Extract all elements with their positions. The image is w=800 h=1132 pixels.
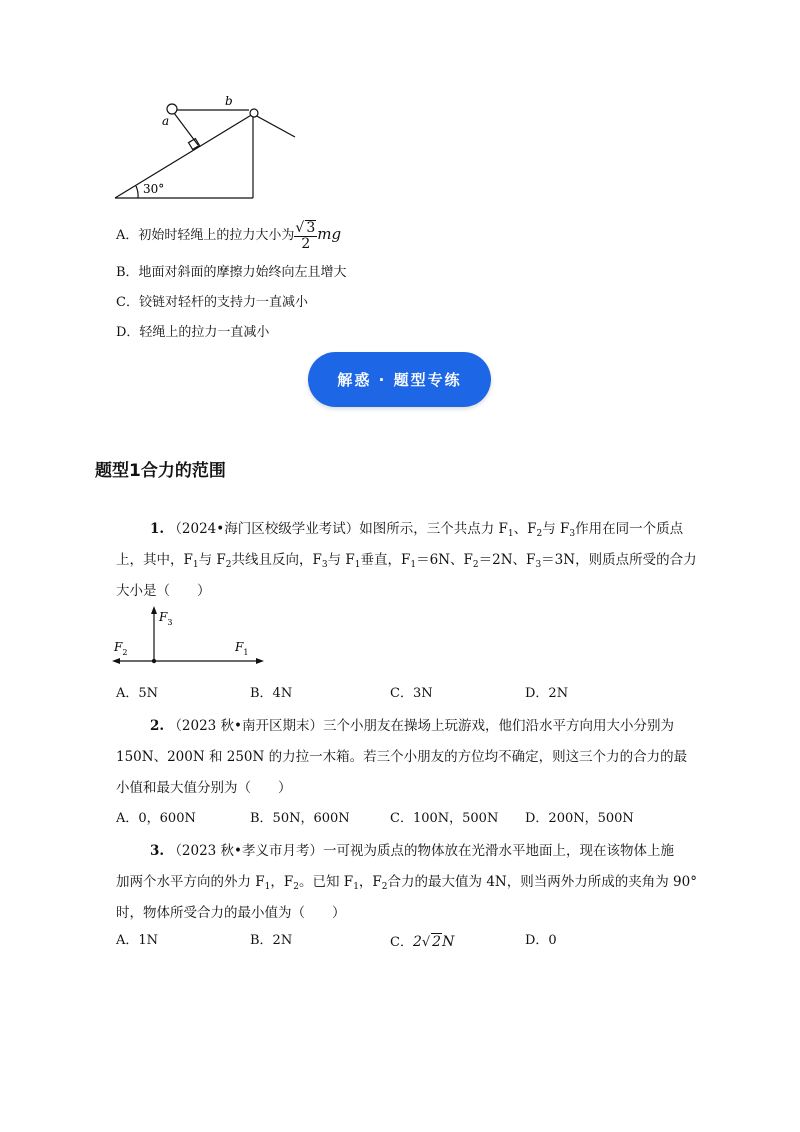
sub: 2 xyxy=(293,882,300,892)
sub: 2 xyxy=(536,529,543,539)
practice-banner xyxy=(308,352,491,407)
q1-text: 与 F xyxy=(198,552,226,568)
sub: 3 xyxy=(321,560,328,570)
q2-line3: 小值和最大值分别为（ ） xyxy=(116,780,292,796)
q1-text: 与 F xyxy=(542,521,570,537)
label-b: b xyxy=(225,94,233,108)
q1-text: ＝6N、F xyxy=(416,552,473,568)
q2-option-d[interactable]: D．200N，500N xyxy=(525,811,634,826)
sub: 1 xyxy=(264,882,271,892)
option-c-coef: 2 xyxy=(412,934,422,950)
angle-label: 30° xyxy=(143,182,165,196)
f2-label: $F_2$ xyxy=(114,640,128,657)
label-a: a xyxy=(162,114,170,128)
q1-text: 作用在同一个质点 xyxy=(575,521,684,537)
q1-option-c[interactable]: C．3N xyxy=(390,686,433,701)
sub: 1 xyxy=(192,560,199,570)
q3-text: 加两个水平方向的外力 F xyxy=(116,874,265,890)
option-c-unit: N xyxy=(442,934,455,950)
q3-option-c[interactable]: C．2√ 2N xyxy=(390,934,455,950)
option-c-prefix: C． xyxy=(390,935,413,950)
option-a-prefix: A．初始时轻绳上的拉力大小为 xyxy=(116,228,295,243)
q1-text: ＝3N，则质点所受的合力 xyxy=(541,552,697,568)
q2-option-a[interactable]: A．0，600N xyxy=(116,811,196,826)
sub: 1 xyxy=(354,560,361,570)
force-figure xyxy=(110,606,270,668)
sub: 2 xyxy=(381,882,388,892)
f1-label: $F_1$ xyxy=(235,640,249,657)
q2-option-c[interactable]: C．100N，500N xyxy=(390,811,499,826)
sub: 3 xyxy=(569,529,576,539)
q3-option-b[interactable]: B．2N xyxy=(250,933,293,948)
fraction-denominator: 2 xyxy=(301,235,311,252)
q3-line2 xyxy=(116,874,697,890)
q1-option-d[interactable]: D．2N xyxy=(525,686,569,701)
prev-option-c: C．铰链对轻杆的支持力一直减小 xyxy=(116,295,308,310)
q3-line3: 时，物体所受合力的最小值为（ ） xyxy=(116,905,346,921)
q1-text: 与 F xyxy=(327,552,355,568)
banner-label: 解惑 · 题型专练 xyxy=(337,371,462,389)
q3-text: 合力的最大值为 4N，则当两外力所成的夹角为 90° xyxy=(387,874,697,890)
sub: 1 xyxy=(507,529,514,539)
prev-option-b: B．地面对斜面的摩擦力始终向左且增大 xyxy=(116,265,347,280)
sub: 1 xyxy=(410,560,417,570)
option-c-sqrt: 2 xyxy=(432,934,442,950)
q3-option-a[interactable]: A．1N xyxy=(116,933,159,948)
q1-line1 xyxy=(150,521,683,537)
q2-number: 2. xyxy=(150,718,165,734)
q3-text: ，F xyxy=(270,874,294,890)
q2-line2: 150N、200N 和 250N 的力拉一木箱。若三个小朋友的方位均不确定，则这三个力的合力的最 xyxy=(116,749,688,765)
section-title: 题型1合力的范围 xyxy=(95,461,226,481)
sqrt-value: 3 xyxy=(306,219,316,236)
q1-text: 垂直，F xyxy=(360,552,411,568)
q3-line1 xyxy=(150,843,674,859)
q2-text: （2023 秋•南开区期末）三个小朋友在操场上玩游戏，他们沿水平方向用大小分别为 xyxy=(168,718,675,734)
q1-text: 上，其中，F xyxy=(116,552,193,568)
option-a-suffix: mg xyxy=(317,225,342,243)
q3-text: ，F xyxy=(358,874,382,890)
q1-text: ＝2N、F xyxy=(478,552,536,568)
q1-number: 1. xyxy=(150,521,165,537)
q1-option-b[interactable]: B．4N xyxy=(250,686,293,701)
sub: 2 xyxy=(472,560,479,570)
q3-text: 。已知 F xyxy=(299,874,354,890)
sub: 1 xyxy=(353,882,359,892)
q3-text: （2023 秋•孝义市月考）一可视为质点的物体放在光滑水平地面上，现在该物体上施 xyxy=(168,843,675,859)
q1-text: （2024•海门区校级学业考试）如图所示，三个共点力 F xyxy=(168,521,508,537)
q1-option-a[interactable]: A．5N xyxy=(116,686,159,701)
prev-option-a xyxy=(116,218,341,252)
q3-option-d[interactable]: D．0 xyxy=(525,933,557,948)
fraction: $\frac{√ 3}{2}$ xyxy=(295,219,316,252)
incline-figure xyxy=(110,92,310,202)
f3-label: $F_3$ xyxy=(159,610,173,627)
q1-line2 xyxy=(116,552,697,568)
q2-option-b[interactable]: B．50N，600N xyxy=(250,811,350,826)
q1-line3: 大小是（ ） xyxy=(116,583,211,599)
q1-text: 、F xyxy=(513,521,537,537)
q1-text: 共线且反向，F xyxy=(231,552,322,568)
sub: 3 xyxy=(535,560,542,570)
prev-option-d: D．轻绳上的拉力一直减小 xyxy=(116,325,270,340)
q3-number: 3. xyxy=(150,843,165,859)
q2-line1 xyxy=(150,718,674,734)
sub: 2 xyxy=(225,560,232,570)
